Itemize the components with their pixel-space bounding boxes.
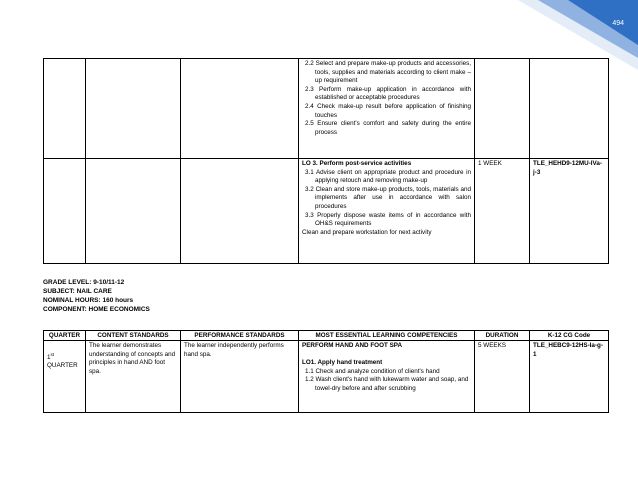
competency-item: 2.2 Select and prepare make-up products and accessories, tools, supplies and materials according to client make – up requirement	[305, 60, 471, 85]
table-row	[44, 59, 609, 159]
competency-item: 2.4 Check make-up result before application of finishing touches	[305, 102, 471, 119]
quarter-word: QUARTER	[47, 362, 78, 370]
component: COMPONENT: HOME ECONOMICS	[43, 306, 150, 313]
subject: SUBJECT: NAIL CARE	[43, 288, 112, 295]
table-row	[44, 159, 609, 264]
cell-empty	[181, 59, 299, 159]
melc-cell	[299, 341, 475, 413]
header-quarter: QUARTER	[44, 331, 86, 341]
competency-item: 1.2 Wash client's hand with lukewarm water and soap, and towel-dry before and after scrubbing	[305, 376, 469, 392]
cell-empty	[44, 59, 86, 159]
competency-item: 3.2 Clean and store make-up products, tools, materials and implements after use in accordance with salon procedures	[305, 185, 471, 210]
competency-item: 2.3 Perform make-up application in accordance with established or acceptable procedures	[305, 85, 471, 102]
header-performance-standards: PERFORMANCE STANDARDS	[181, 331, 299, 341]
header-row	[44, 331, 609, 341]
quarter-number: 1	[47, 353, 51, 361]
course-meta	[43, 278, 150, 314]
cell-empty	[86, 159, 181, 264]
quarter-suffix: st	[50, 351, 55, 357]
code-cell: TLE_HEHD9-12MU-IVa-j-3	[530, 159, 609, 264]
competency-cell	[299, 59, 475, 159]
lo-title: LO1. Apply hand treatment	[302, 359, 383, 367]
performance-standards-cell: The learner independently performs hand spa.	[181, 341, 299, 413]
table-row	[44, 341, 609, 413]
header-content-standards: CONTENT STANDARDS	[86, 331, 181, 341]
curriculum-table	[43, 330, 609, 413]
competency-item: 3.3 Properly dispose waste items of in accordance with OH&S requirements	[305, 211, 471, 228]
grade-level: GRADE LEVEL: 9-10/11-12	[43, 279, 125, 286]
header-duration: DURATION	[475, 331, 530, 341]
content-standards-cell: The learner demonstrates understanding of concepts and principles in hand AND foot spa.	[86, 341, 181, 413]
cell-empty	[475, 59, 530, 159]
cell-empty	[86, 59, 181, 159]
duration-cell: 1 WEEK	[475, 159, 530, 264]
competency-item: 2.5 Ensure client's comfort and safety during the entire process	[305, 120, 471, 136]
duration-cell: 5 WEEKS	[475, 341, 530, 413]
cell-empty	[44, 159, 86, 264]
competency-cell	[299, 159, 475, 264]
competency-item: 1.1 Check and analyze condition of client's hand	[305, 367, 440, 375]
code-cell: TLE_HEBC9-12HS-Ia-g-1	[530, 341, 609, 413]
melc-title: PERFORM HAND AND FOOT SPA	[302, 342, 403, 349]
header-code: K-12 CG Code	[530, 331, 609, 341]
lo-title: LO 3. Perform post-service activities	[302, 160, 412, 167]
competency-item: 3.1 Advise client on appropriate product and procedure in applying retouch and removing make-up	[305, 168, 471, 185]
page-number: 494	[612, 20, 624, 27]
nominal-hours: NOMINAL HOURS: 160 hours	[43, 297, 134, 304]
cell-empty	[530, 59, 609, 159]
continuation-table	[43, 58, 609, 264]
header-melc: MOST ESSENTIAL LEARNING COMPETENCIES	[299, 331, 475, 341]
cell-empty	[181, 159, 299, 264]
quarter-cell	[44, 341, 86, 413]
competency-item: Clean and prepare workstation for next activity	[302, 228, 432, 236]
